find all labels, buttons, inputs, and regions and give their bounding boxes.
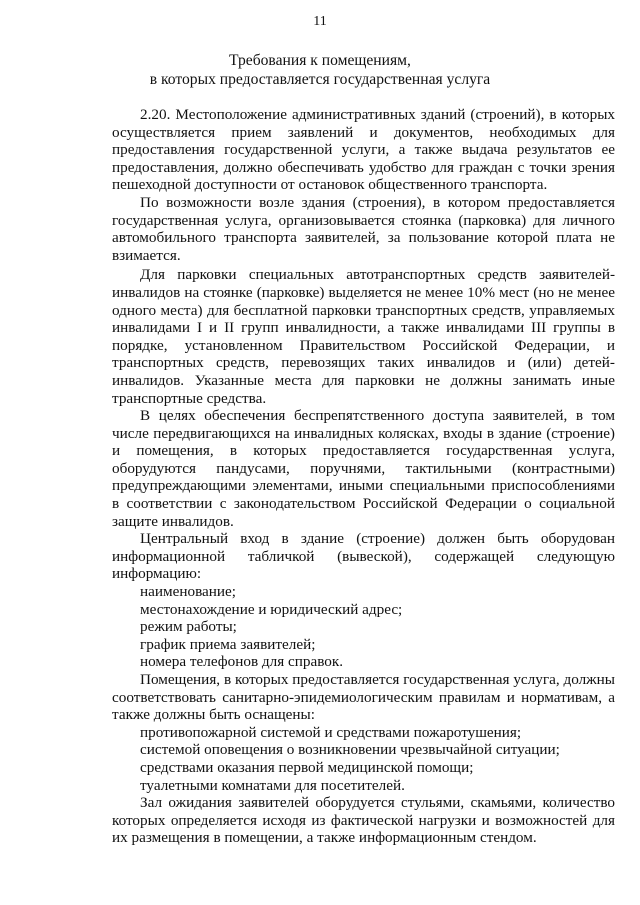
paragraph-accessibility: В целях обеспечения беспрепятственного доступа заявителей, в том числе передвигающихся на инвалидных колясках, входы в здание (строение) и помещения, в которых предоставляется государственная услуга, оборудуются пандусами, поручнями, тактильными (контрастными) предупреждающими элементами, иными специальными приспособлениями в соответствии с законодательством Российской Федерации о социальной защите инвалидов. xyxy=(112,407,615,530)
list-item: местонахождение и юридический адрес; xyxy=(140,600,403,618)
list-item: противопожарной системой и средствами пожаротушения; xyxy=(140,723,522,741)
heading-line-2: в которых предоставляется государственная услуга xyxy=(149,70,491,88)
list-item: номера телефонов для справок. xyxy=(140,653,344,671)
list-item: системой оповещения о возникновении чрезвычайной ситуации; xyxy=(140,741,560,759)
paragraph-premises: Помещения, в которых предоставляется государственная услуга, должны соответствовать санитарно-эпидемиологическим правилам и нормативам, а также должны быть оснащены: xyxy=(112,671,615,724)
document-body xyxy=(112,106,615,847)
paragraph-waiting-hall: Зал ожидания заявителей оборудуется стульями, скамьями, количество которых определяется исходя из фактической нагрузки и возможностей для их размещения в помещении, а также информационным стендом. xyxy=(112,794,615,847)
list-item: режим работы; xyxy=(140,618,237,636)
paragraph-entrance-sign: Центральный вход в здание (строение) должен быть оборудован информационной табличкой (вывеской), содержащей следующую информацию: xyxy=(112,530,615,583)
equipment-list xyxy=(112,724,615,794)
paragraph-location: 2.20. Местоположение административных зданий (строений), в которых осуществляется прием заявлений и документов, необходимых для предоставления государственной услуги, а также выдача результатов ее предоставления, должно обеспечивать удобство для граждан с точки зрения пешеходной доступности от остановок общественного транспорта. xyxy=(112,106,615,194)
list-item: наименование; xyxy=(140,583,236,601)
list-item: график приема заявителей; xyxy=(140,635,316,653)
page-number: 11 xyxy=(313,14,327,29)
sign-info-list xyxy=(112,583,615,671)
paragraph-disabled-parking: Для парковки специальных автотранспортных средств заявителей-инвалидов на стоянке (парковке) выделяется не менее 10% мест (но не менее одного места) для бесплатной парковки транспортных средств, управляемых инвалидами I и II групп инвалидности, а также инвалидами III группы в порядке, установленном Правительством Российской Федерации, и транспортных средств, перевозящих таких инвалидов и (или) детей-инвалидов. Указанные места для парковки не должны занимать иные транспортные средства. xyxy=(112,266,615,407)
section-heading xyxy=(0,52,640,89)
list-item: туалетными комнатами для посетителей. xyxy=(140,776,405,794)
heading-line-1: Требования к помещениям, xyxy=(229,52,411,69)
list-item: средствами оказания первой медицинской помощи; xyxy=(140,758,474,776)
paragraph-parking: По возможности возле здания (строения), в котором предоставляется государственная услуга, организовывается стоянка (парковка) для личного автомобильного транспорта заявителей, за пользование которой плата не взимается. xyxy=(112,193,615,264)
